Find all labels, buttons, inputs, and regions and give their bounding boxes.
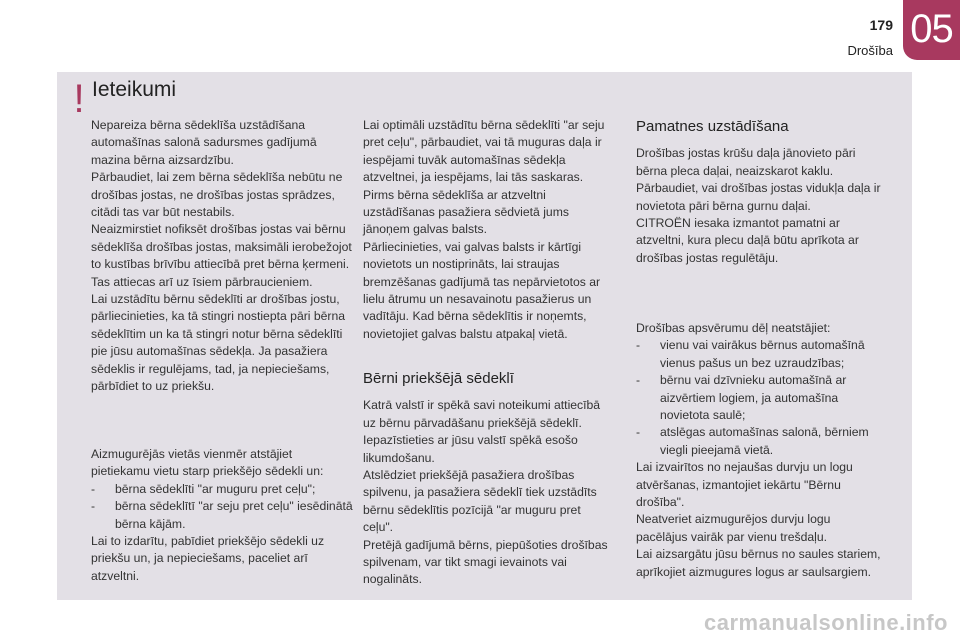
paragraph: Lai to izdarītu, pabīdiet priekšējo sēdekli uz priekšu un, ja nepieciešams, paceliet arī atzveltni. [91, 534, 325, 583]
paragraph: Pārliecinieties, vai galvas balsts ir kārtīgi novietots un nostiprināts, lai straujas bremzēšanas gadījumā tas nepārvietotos ar lielu ātrumu un nesavainotu pasažierus un vadītāju. Kad bērna sēdeklītis ir noņemts, novietojiet galvas balstu atpakaļ vietā. [363, 239, 601, 341]
column-3-block-2 [636, 320, 881, 581]
page-number: 179 [869, 17, 893, 33]
paragraph: Drošības jostas krūšu daļa jānovieto pāri bērna pleca daļai, neaizskarot kaklu. [636, 146, 856, 178]
panel-title: Ieteikumi [92, 78, 177, 101]
exclamation-icon: ! [73, 77, 85, 121]
chapter-badge: 05 [903, 0, 960, 60]
list-item: - vienu vai vairākus bērnus automašīnā vienus pašus un bez uzraudzības; [636, 338, 865, 370]
section-heading: Pamatnes uzstādīšana [636, 118, 789, 135]
paragraph: Atslēdziet priekšējā pasažiera drošības spilvenu, ja pasažiera sēdeklī tiek uzstādīts bērnu sēdeklītis pozīcijā "ar muguru pret ceļu". [363, 468, 597, 535]
paragraph: Pārbaudiet, lai zem bērna sēdeklīša nebūtu ne drošības jostas, ne drošības jostas sprādzes, citādi tas var būt nestabils. [91, 170, 343, 220]
watermark: carmanualsonline.info [704, 610, 948, 635]
list-item: - bērnu vai dzīvnieku automašīnā ar aizvērtiem logiem, ja automašīna novietota saulē; [636, 373, 847, 423]
paragraph: Lai izvairītos no nejaušas durvju un logu atvēršanas, izmantojiet iekārtu "Bērnu drošība". [636, 460, 853, 510]
section-heading: Bērni priekšējā sēdeklī [363, 370, 514, 387]
column-1-block-2 [91, 446, 353, 585]
list-item: - bērna sēdeklītī "ar seju pret ceļu" iesēdinātā bērna kājām. [91, 499, 353, 531]
paragraph: Lai optimāli uzstādītu bērna sēdeklīti "ar seju pret ceļu", pārbaudiet, vai tā muguras daļa ir iespējami tuvāk automašīnas sēdekļa atzveltnei, ja iespējams, lai tās saskaras. [363, 118, 605, 185]
paragraph: Neaizmirstiet nofiksēt drošības jostas vai bērnu sēdeklīša drošības jostas, maksimāli ierobežojot to kustības brīvību attiecībā pret bērna ķermeni. Tas attiecas arī uz īsiem pārbraucieniem. [91, 222, 352, 289]
paragraph: Lai aizsargātu jūsu bērnus no saules stariem, aprīkojiet aizmugures logus ar saulsargiem. [636, 547, 881, 579]
paragraph: Lai uzstādītu bērnu sēdeklīti ar drošības jostu, pārliecinieties, ka tā stingri nostiepta pāri bērna sēdeklītim un ka tā stingri notur bērna sēdeklīti pie jūsu automašīnas sēdekļa. Ja pasažiera sēdeklis ir regulējams, tad, ja nepieciešams, pārbīdiet to uz priekšu. [91, 292, 346, 394]
paragraph: CITROËN iesaka izmantot pamatni ar atzveltni, kura plecu daļā būtu aprīkota ar drošības jostas regulētāju. [636, 216, 859, 265]
paragraph: Pretējā gadījumā bērns, piepūšoties drošības spilvenam, var tikt smagi ievainots vai nogalināts. [363, 537, 608, 587]
column-1 [91, 117, 353, 396]
paragraph: Pārbaudiet, vai drošības jostas vidukļa daļa ir novietota pāri bērna gurnu daļai. [636, 181, 881, 213]
list-item: - atslēgas automašīnas salonā, bērniem viegli pieejamā vietā. [636, 425, 869, 457]
paragraph: Pirms bērna sēdeklīša ar atzveltni uzstādīšanas pasažiera sēdvietā jums jānoņem galvas balsts. [363, 187, 569, 237]
column-2 [363, 117, 608, 343]
paragraph: Katrā valstī ir spēkā savi noteikumi attiecībā uz bērnu pārvadāšanu priekšējā sēdeklī. Iepazīstieties ar jūsu valstī spēkā esošo likumdošanu. [363, 398, 601, 465]
paragraph: Aizmugurējās vietās vienmēr atstājiet pietiekamu vietu starp priekšējo sēdekli un: [91, 447, 324, 479]
paragraph: Nepareiza bērna sēdeklīša uzstādīšana automašīnas salonā sadursmes gadījumā mazina bērna aizsardzību. [91, 118, 317, 167]
paragraph: Drošības apsvērumu dēļ neatstājiet: [636, 321, 831, 335]
list-item: - bērna sēdeklīti "ar muguru pret ceļu"; [91, 481, 316, 496]
column-2-block-2 [363, 370, 608, 589]
chapter-name: Drošība [847, 43, 893, 58]
paragraph: Neatveriet aizmugurējos durvju logu pacēlājus vairāk par vienu trešdaļu. [636, 512, 831, 544]
column-3 [636, 118, 881, 267]
